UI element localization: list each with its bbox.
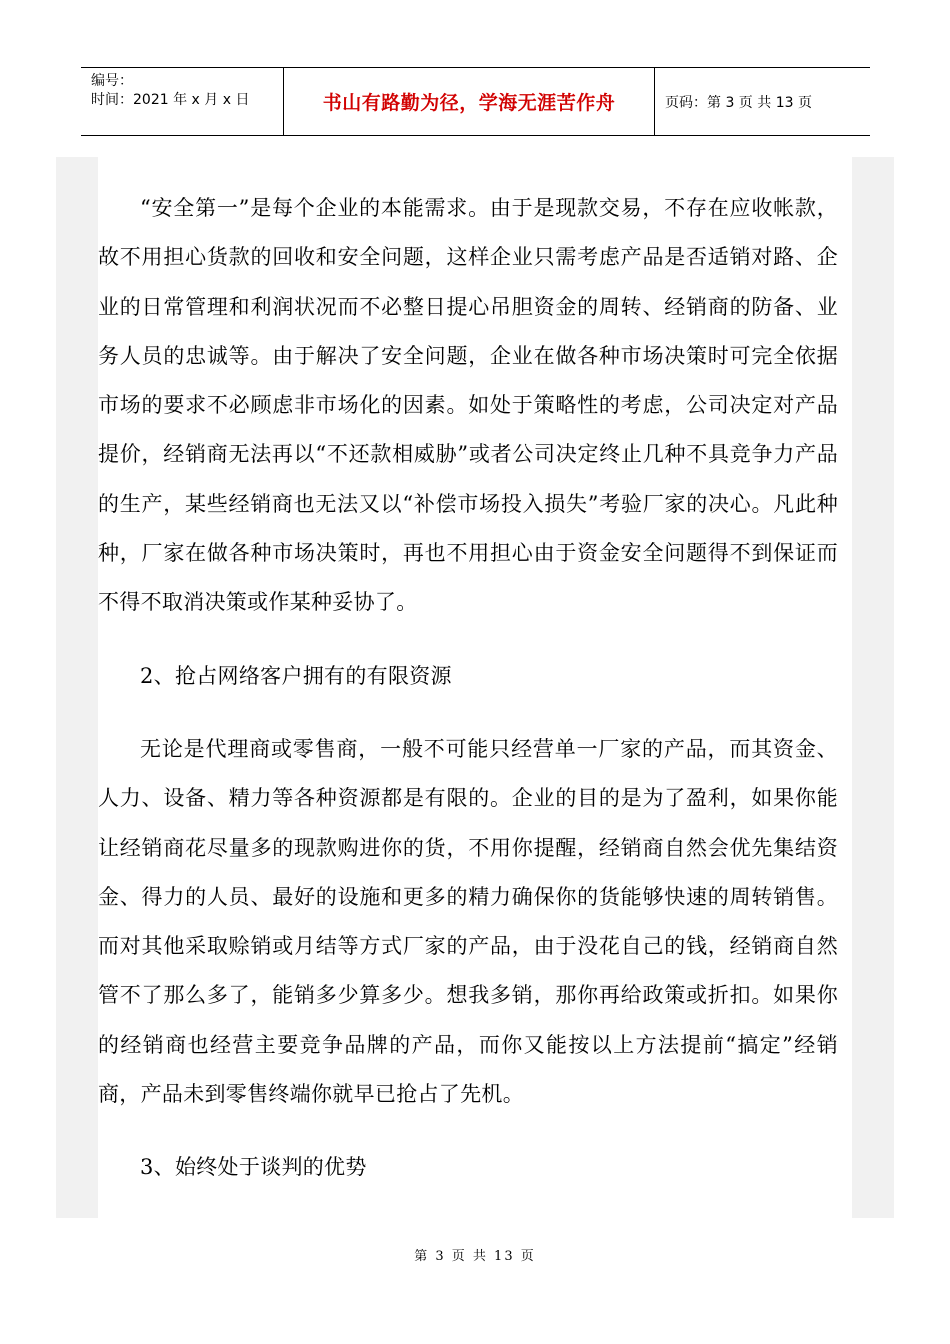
document-time-label: 时间：2021 年 x 月 x 日: [91, 92, 250, 108]
section-heading-2: 2、抢占网络客户拥有的有限资源: [140, 663, 452, 688]
header-meta-cell: [81, 68, 284, 135]
document-body: [98, 184, 838, 1193]
body-paragraph-1: “安全第一”是每个企业的本能需求。由于是现款交易，不存在应收帐款，故不用担心货款的回收和安全问题，这样企业只需考虑产品是否适销对路、企业的日常管理和利润状况而不必整日提心吊胆资金的周转、经销商的防备、业务人员的忠诚等。由于解决了安全问题，企业在做各种市场决策时可完全依据市场的要求不必顾虑非市场化的因素。如处于策略性的考虑，公司决定对产品提价，经销商无法再以“不还款相威胁”或者公司决定终止几种不具竞争力产品的生产，某些经销商也无法又以“补偿市场投入损失”考验厂家的决心。凡此种种，厂家在做各种市场决策时，再也不用担心由于资金安全问题得不到保证而不得不取消决策或作某种妥协了。: [98, 196, 838, 615]
page-footer: 第 3 页 共 13 页: [414, 1249, 536, 1264]
header-motto-cell: [284, 68, 655, 135]
body-paragraph-2: 无论是代理商或零售商，一般不可能只经营单一厂家的产品，而其资金、人力、设备、精力等各种资源都是有限的。企业的目的是为了盈利，如果你能让经销商花尽量多的现款购进你的货，不用你提醒，经销商自然会优先集结资金、得力的人员、最好的设施和更多的精力确保你的货能够快速的周转销售。而对其他采取赊销或月结等方式厂家的产品，由于没花自己的钱，经销商自然管不了那么多了，能销多少算多少。想我多销，那你再给政策或折扣。如果你的经销商也经营主要竞争品牌的产品，而你又能按以上方法提前“搞定”经销商，产品未到零售终端你就早已抢占了先机。: [98, 736, 838, 1107]
section-heading-3: 3、始终处于谈判的优势: [140, 1155, 367, 1180]
header-page-cell: [655, 68, 870, 135]
header-motto: 书山有路勤为径，学海无涯苦作舟: [322, 92, 616, 114]
header-page-info: 页码：第 3 页 共 13 页: [665, 94, 812, 111]
document-number-label: 编号：: [91, 73, 133, 89]
document-header: [81, 67, 870, 136]
